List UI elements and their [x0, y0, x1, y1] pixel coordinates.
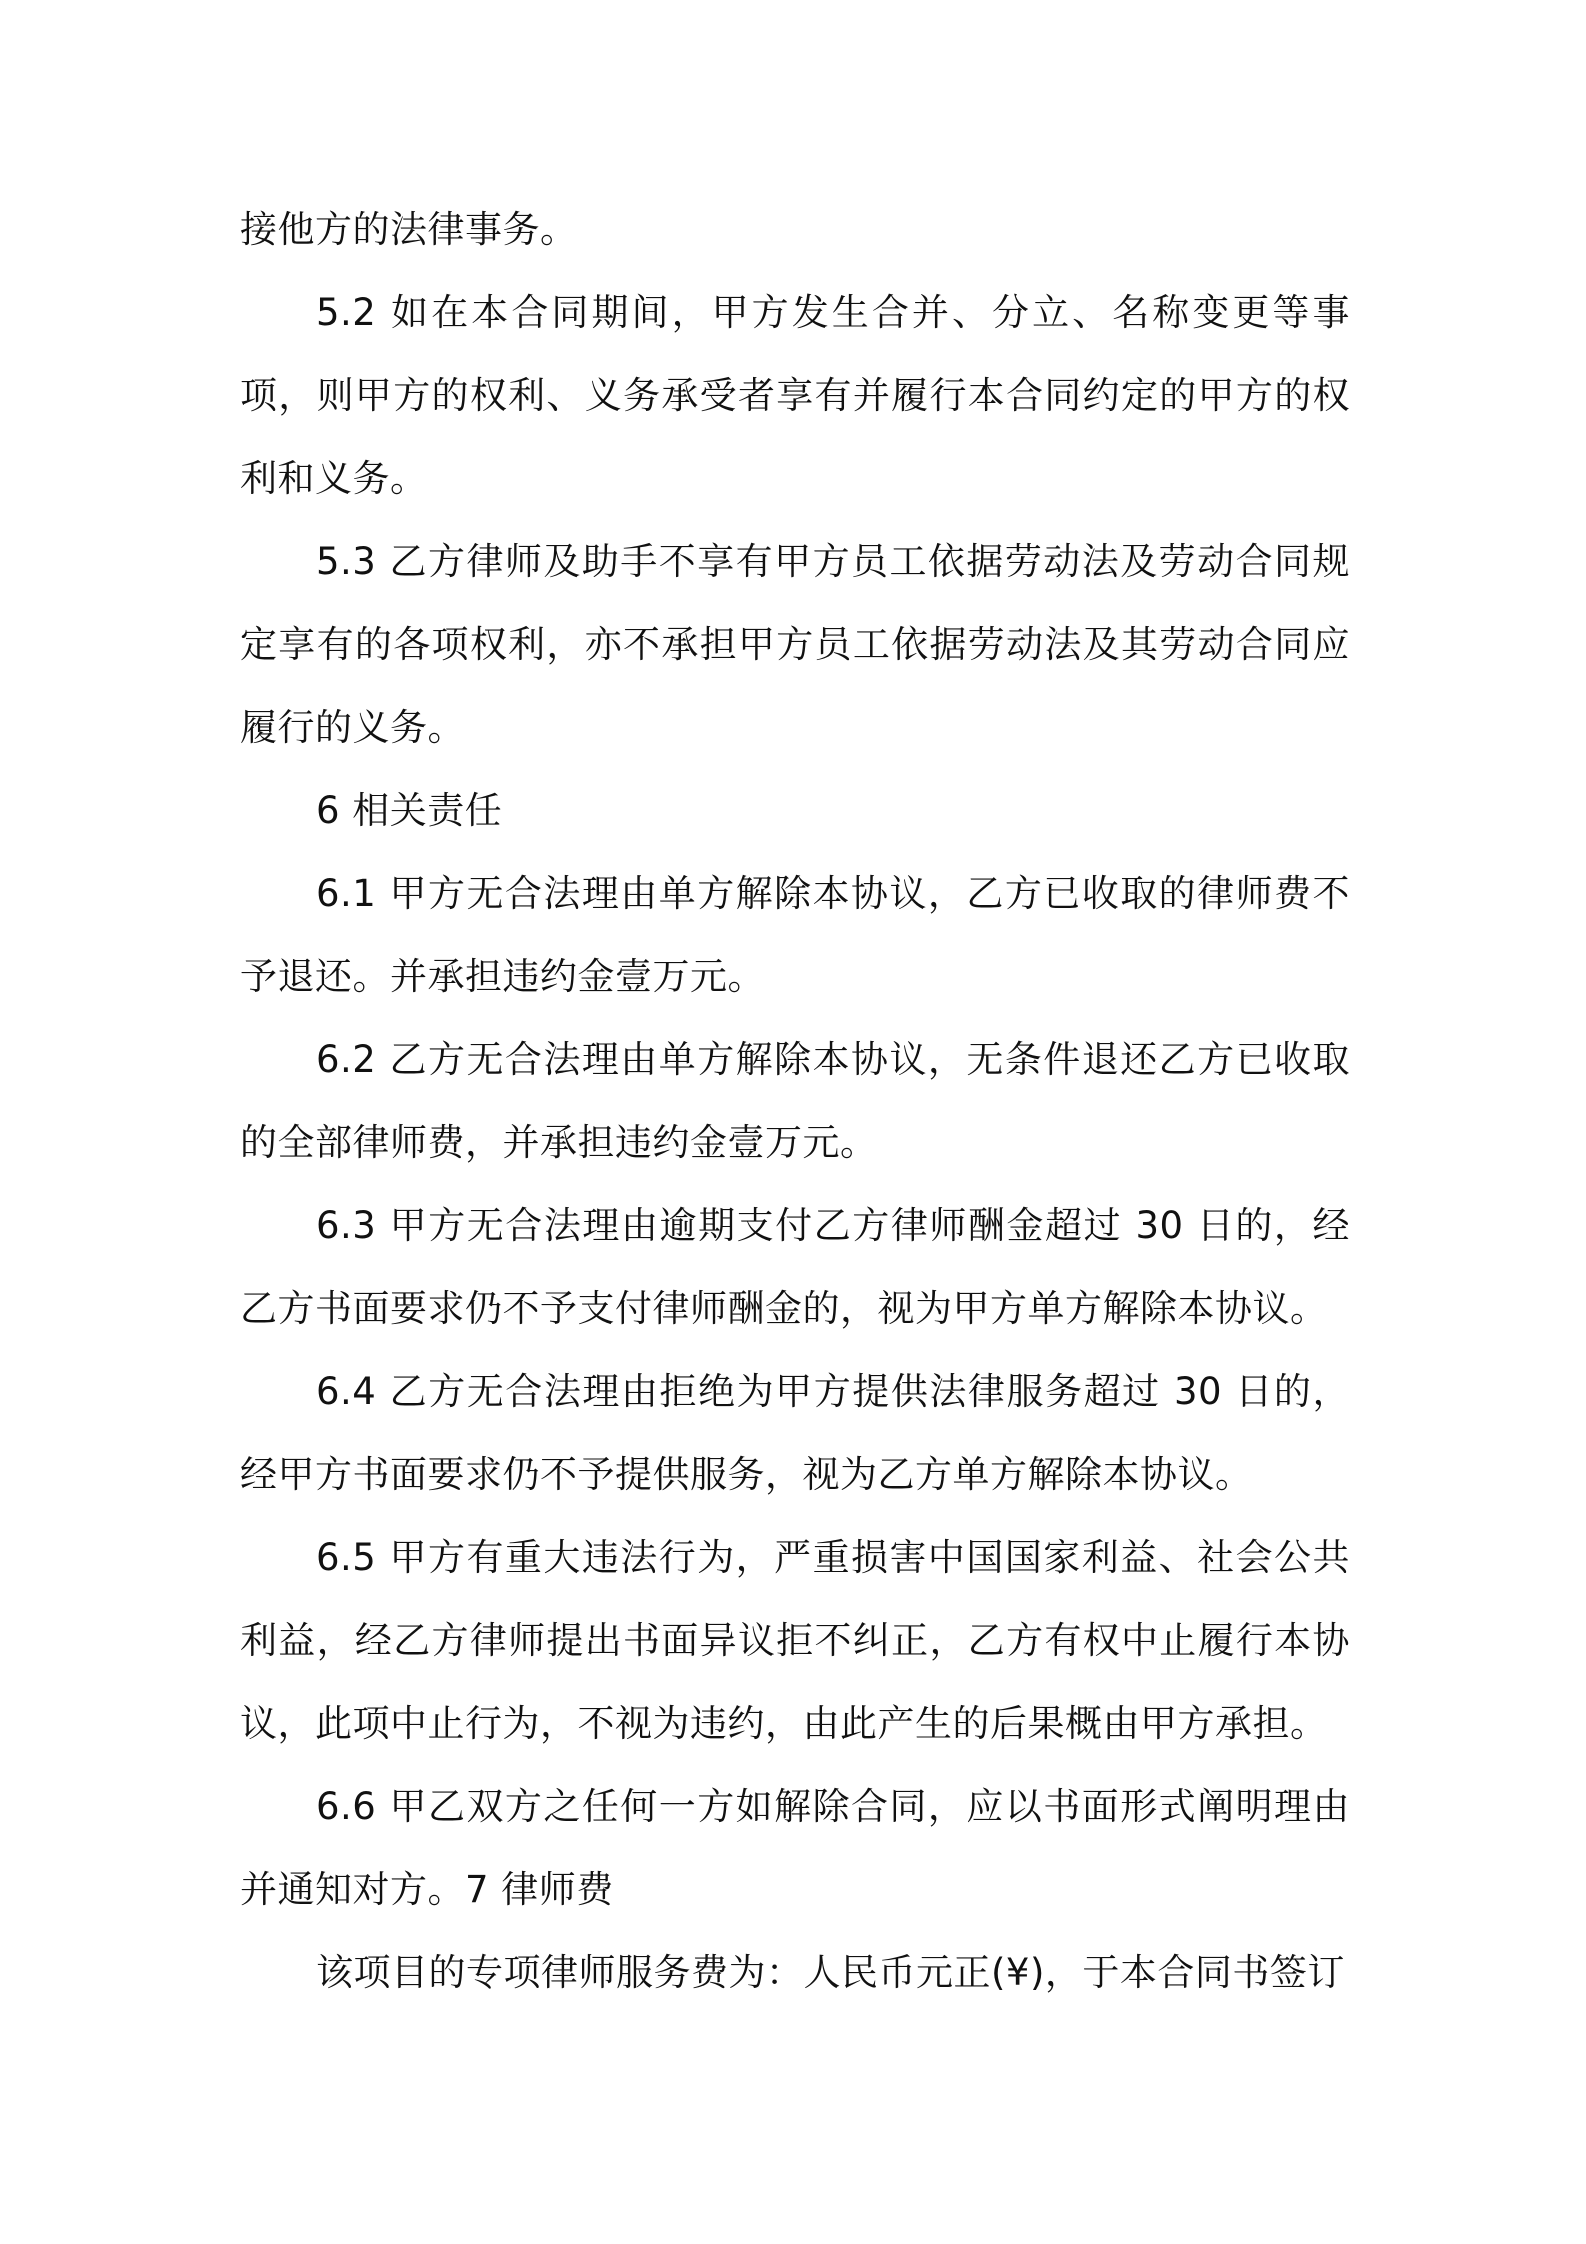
clause-6-6: 6.6 甲乙双方之任何一方如解除合同，应以书面形式阐明理由并通知对方。7 律师费: [240, 1785, 1350, 1911]
clause-5-3: 5.3 乙方律师及助手不享有甲方员工依据劳动法及劳动合同规定享有的各项权利，亦不承担甲方员工依据劳动法及其劳动合同应履行的义务。: [240, 540, 1350, 749]
clause-6-3: 6.3 甲方无合法理由逾期支付乙方律师酬金超过 30 日的，经乙方书面要求仍不予支付律师酬金的，视为甲方单方解除本协议。: [240, 1204, 1350, 1330]
lawyer-fee-paragraph: 该项目的专项律师服务费为：人民币元正(¥)，于本合同书签订: [316, 1951, 1345, 1994]
clause-6-5: 6.5 甲方有重大违法行为，严重损害中国国家利益、社会公共利益，经乙方律师提出书面异议拒不纠正，乙方有权中止履行本协议，此项中止行为，不视为违约，由此产生的后果概由甲方承担。: [240, 1536, 1350, 1745]
paragraph-continuation: 接他方的法律事务。: [240, 208, 578, 251]
clause-6-4: 6.4 乙方无合法理由拒绝为甲方提供法律服务超过 30 日的，经甲方书面要求仍不予提供服务，视为乙方单方解除本协议。: [240, 1370, 1350, 1496]
clause-6-1: 6.1 甲方无合法理由单方解除本协议，乙方已收取的律师费不予退还。并承担违约金壹万元。: [240, 872, 1350, 998]
clause-5-2: 5.2 如在本合同期间，甲方发生合并、分立、名称变更等事项，则甲方的权利、义务承受者享有并履行本合同约定的甲方的权利和义务。: [240, 291, 1350, 500]
clause-6-2: 6.2 乙方无合法理由单方解除本协议，无条件退还乙方已收取的全部律师费，并承担违约金壹万元。: [240, 1038, 1350, 1164]
document-body: [240, 188, 1350, 2014]
section-6-heading: 6 相关责任: [316, 789, 503, 832]
